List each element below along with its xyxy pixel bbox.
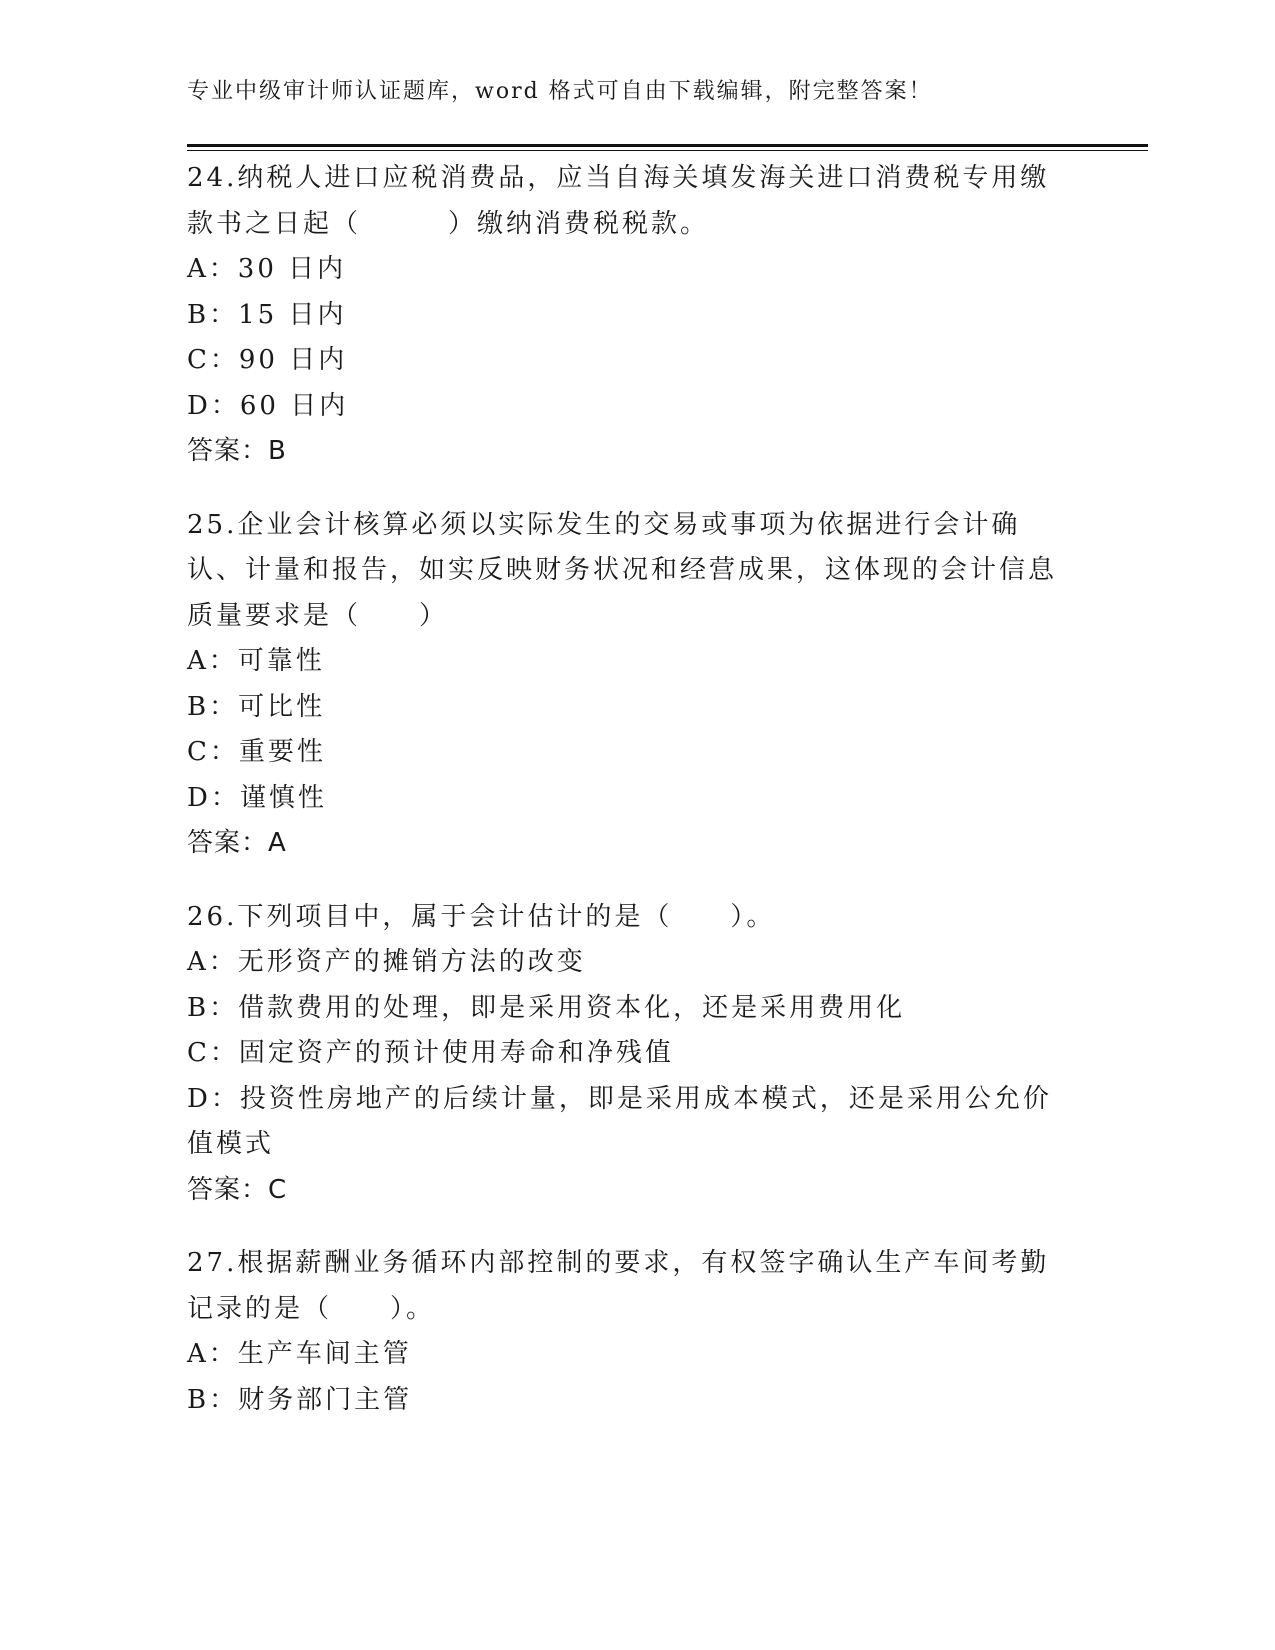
option-d: D：投资性房地产的后续计量，即是采用成本模式，还是采用公允价值模式 xyxy=(187,1083,1052,1159)
option-c: C：重要性 xyxy=(187,737,326,767)
option-c: C：固定资产的预计使用寿命和净残值 xyxy=(187,1038,674,1068)
question-24 xyxy=(187,156,1067,475)
option-d: D：60 日内 xyxy=(187,390,349,421)
option-b: B：15 日内 xyxy=(187,299,347,330)
page-header: 专业中级审计师认证题库，word 格式可自由下载编辑，附完整答案！ xyxy=(187,79,933,104)
option-b: B：财务部门主管 xyxy=(187,1384,413,1415)
option-b: B：可比性 xyxy=(187,691,326,722)
option-a: A：30 日内 xyxy=(187,254,347,284)
answer: 答案：B xyxy=(187,436,287,466)
question-26 xyxy=(187,895,1067,1214)
option-d: D：谨慎性 xyxy=(187,782,327,813)
question-list xyxy=(187,156,1067,1451)
question-stem: 25.企业会计核算必须以实际发生的交易或事项为依据进行会计确认、计量和报告，如实反映财务状况和经营成果，这体现的会计信息质量要求是（ ） xyxy=(187,509,1058,631)
question-25 xyxy=(187,503,1067,867)
option-a: A：生产车间主管 xyxy=(187,1339,412,1369)
question-stem: 26.下列项目中，属于会计估计的是（ ）。 xyxy=(187,901,776,932)
header-rule-thin xyxy=(187,150,1148,151)
header-rule-thick xyxy=(187,144,1148,147)
question-stem: 24.纳税人进口应税消费品，应当自海关填发海关进口消费税专用缴款书之日起（ ）缴纳消费税税款。 xyxy=(187,163,1050,239)
question-27 xyxy=(187,1241,1067,1423)
option-b: B：借款费用的处理，即是采用资本化，还是采用费用化 xyxy=(187,992,906,1023)
option-a: A：无形资产的摊销方法的改变 xyxy=(187,947,586,977)
option-c: C：90 日内 xyxy=(187,345,348,375)
question-stem: 27.根据薪酬业务循环内部控制的要求，有权签字确认生产车间考勤记录的是（ ）。 xyxy=(187,1248,1050,1324)
answer: 答案：A xyxy=(187,828,287,858)
option-a: A：可靠性 xyxy=(187,646,325,676)
answer: 答案：C xyxy=(187,1174,288,1205)
